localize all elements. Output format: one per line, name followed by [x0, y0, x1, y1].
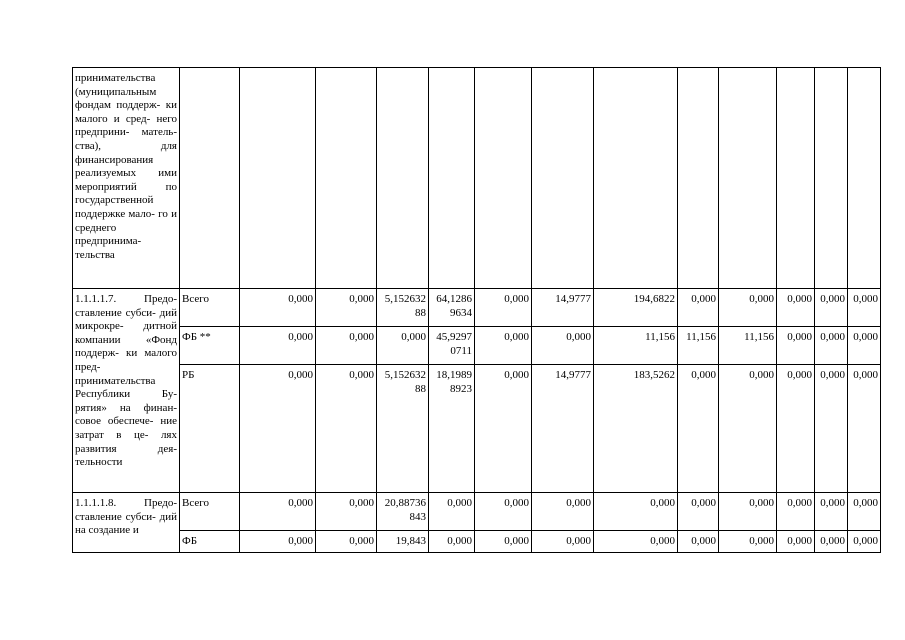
- value-cell: 0,000: [815, 531, 848, 553]
- value-cell: 11,156: [719, 327, 777, 365]
- table-row: [73, 327, 881, 365]
- value-cell: 0,000: [316, 289, 377, 327]
- value-cell: [532, 68, 594, 289]
- budget-table: [72, 67, 881, 553]
- value-cell: 0,000: [678, 289, 719, 327]
- row-description: принимательства (муниципальным фондам поддерж- ки малого и сред- него предприни- мательства), для финансирования реализуемых ими мероприятий по государственной поддержке мало- го и среднего предпринима- тельства: [73, 68, 180, 289]
- value-cell: [848, 68, 881, 289]
- value-cell: 14,9777: [532, 289, 594, 327]
- value-cell: 0,000: [777, 289, 815, 327]
- value-cell: 0,000: [594, 493, 678, 531]
- value-cell: 0,000: [777, 365, 815, 493]
- funding-source: ФБ **: [180, 327, 240, 365]
- value-cell: 11,156: [678, 327, 719, 365]
- funding-source: РБ: [180, 365, 240, 493]
- value-cell: 0,000: [815, 289, 848, 327]
- value-cell: 0,000: [678, 493, 719, 531]
- funding-source: [180, 68, 240, 289]
- value-cell: 0,000: [475, 493, 532, 531]
- value-cell: [429, 68, 475, 289]
- value-cell: [377, 68, 429, 289]
- value-cell: [316, 68, 377, 289]
- value-cell: 18,1989 8923: [429, 365, 475, 493]
- table-row: [73, 493, 881, 531]
- table-row: [73, 365, 881, 493]
- value-cell: 0,000: [240, 365, 316, 493]
- value-cell: 0,000: [532, 531, 594, 553]
- value-cell: [678, 68, 719, 289]
- value-cell: 0,000: [848, 289, 881, 327]
- value-cell: 0,000: [815, 327, 848, 365]
- value-cell: 0,000: [678, 531, 719, 553]
- table-row: [73, 289, 881, 327]
- funding-source: Всего: [180, 493, 240, 531]
- value-cell: 0,000: [848, 493, 881, 531]
- value-cell: 0,000: [594, 531, 678, 553]
- value-cell: 0,000: [240, 289, 316, 327]
- value-cell: 0,000: [678, 365, 719, 493]
- value-cell: [475, 68, 532, 289]
- value-cell: 0,000: [719, 289, 777, 327]
- value-cell: 0,000: [848, 327, 881, 365]
- table-body: [73, 68, 881, 553]
- value-cell: 0,000: [429, 531, 475, 553]
- value-cell: 0,000: [475, 289, 532, 327]
- value-cell: 0,000: [719, 365, 777, 493]
- value-cell: 14,9777: [532, 365, 594, 493]
- table-row: [73, 531, 881, 553]
- value-cell: 0,000: [429, 493, 475, 531]
- value-cell: 45,9297 0711: [429, 327, 475, 365]
- table-row: [73, 68, 881, 289]
- value-cell: [719, 68, 777, 289]
- value-cell: 183,5262: [594, 365, 678, 493]
- value-cell: 0,000: [719, 493, 777, 531]
- value-cell: 0,000: [532, 327, 594, 365]
- value-cell: 194,6822: [594, 289, 678, 327]
- value-cell: 0,000: [240, 327, 316, 365]
- funding-source: Всего: [180, 289, 240, 327]
- funding-source: ФБ: [180, 531, 240, 553]
- value-cell: 0,000: [377, 327, 429, 365]
- value-cell: [815, 68, 848, 289]
- value-cell: 0,000: [719, 531, 777, 553]
- value-cell: 0,000: [316, 493, 377, 531]
- value-cell: 0,000: [848, 365, 881, 493]
- value-cell: 0,000: [777, 531, 815, 553]
- value-cell: 5,152632 88: [377, 289, 429, 327]
- value-cell: 0,000: [815, 493, 848, 531]
- value-cell: 0,000: [316, 531, 377, 553]
- value-cell: 0,000: [240, 531, 316, 553]
- value-cell: 0,000: [848, 531, 881, 553]
- value-cell: 0,000: [316, 365, 377, 493]
- row-description: 1.1.1.1.8. Предо- ставление субси- дий на создание и: [73, 493, 180, 553]
- value-cell: [777, 68, 815, 289]
- value-cell: 0,000: [777, 493, 815, 531]
- value-cell: 19,843: [377, 531, 429, 553]
- value-cell: 0,000: [475, 365, 532, 493]
- value-cell: 11,156: [594, 327, 678, 365]
- value-cell: 0,000: [532, 493, 594, 531]
- value-cell: 64,1286 9634: [429, 289, 475, 327]
- value-cell: [594, 68, 678, 289]
- value-cell: 20,88736 843: [377, 493, 429, 531]
- value-cell: 0,000: [815, 365, 848, 493]
- value-cell: 0,000: [475, 531, 532, 553]
- value-cell: 0,000: [475, 327, 532, 365]
- value-cell: [240, 68, 316, 289]
- value-cell: 0,000: [777, 327, 815, 365]
- value-cell: 0,000: [316, 327, 377, 365]
- value-cell: 5,152632 88: [377, 365, 429, 493]
- row-description: 1.1.1.1.7. Предо- ставление субси- дий микрокре- дитной компании «Фонд поддерж- ки малого пред- принимательства Республики Бу- рятия» на финан- совое обеспече- ние затрат в це- лях развития дея- тельности: [73, 289, 180, 493]
- value-cell: 0,000: [240, 493, 316, 531]
